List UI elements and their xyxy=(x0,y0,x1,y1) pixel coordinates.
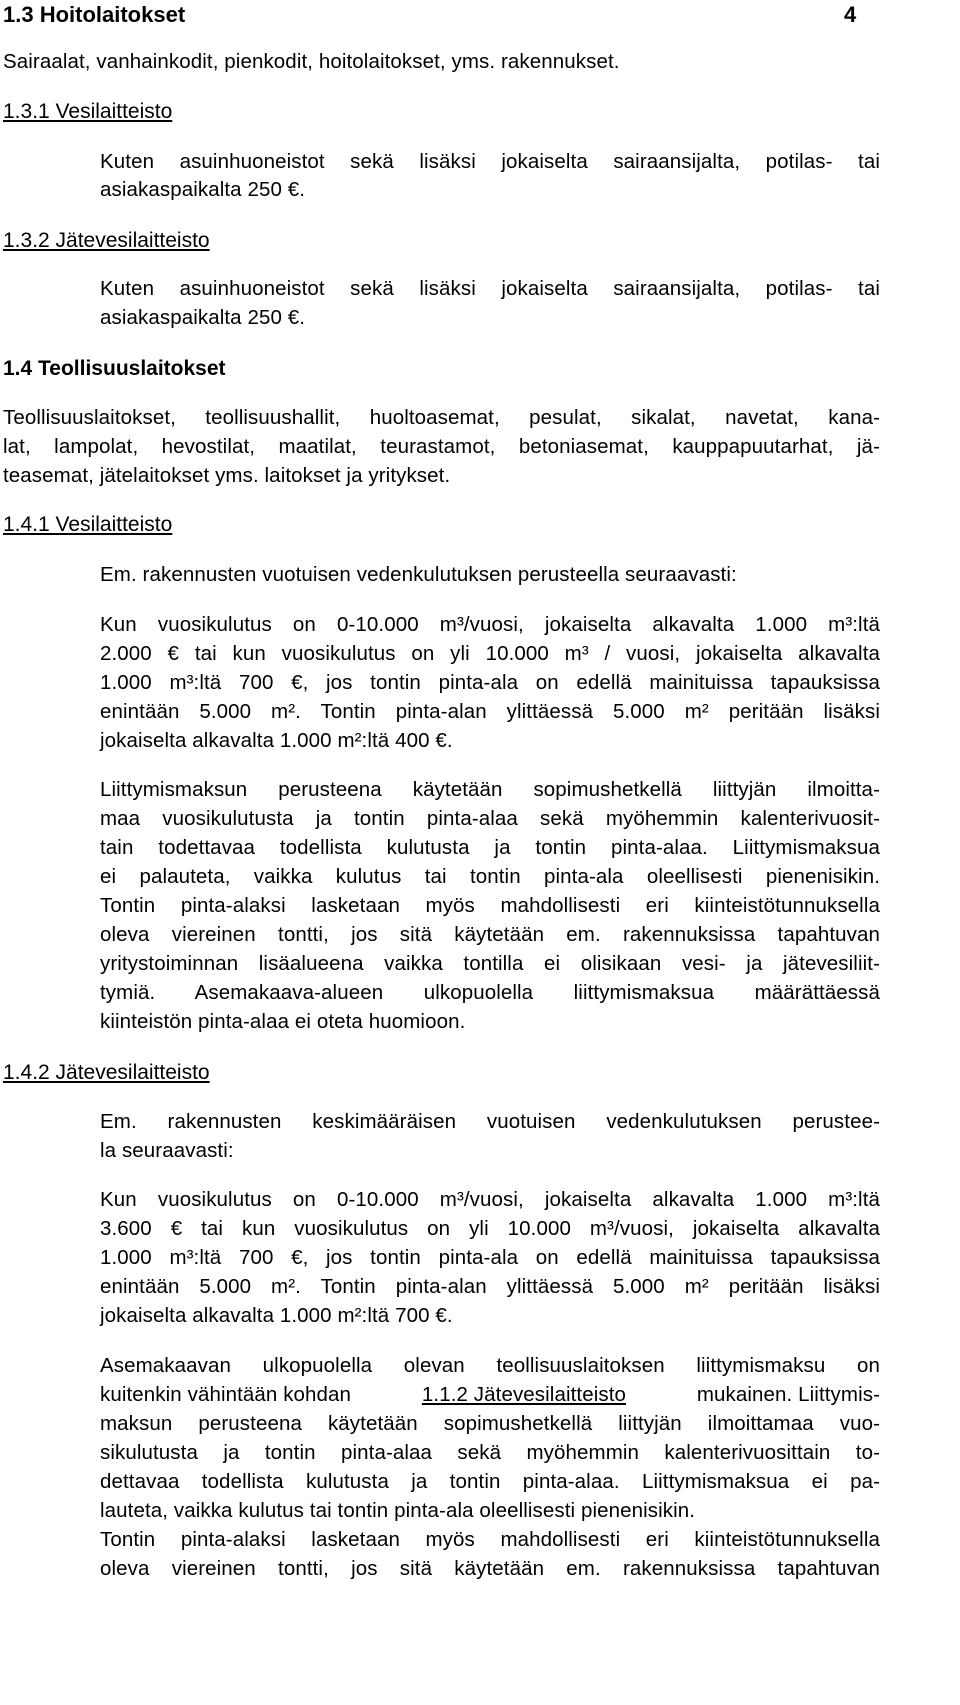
paragraph-line: la seuraavasti: xyxy=(100,1139,234,1162)
paragraph-line: dettavaa todellista kulutusta ja tontin pinta-alaa. Liittymismaksua ei pa- xyxy=(100,1470,880,1493)
paragraph-line: Kun vuosikulutus on 0-10.000 m³/vuosi, jokaiselta alkavalta 1.000 m³:ltä xyxy=(100,1188,880,1211)
section-1-3-title: 1.3 Hoitolaitokset xyxy=(3,2,186,27)
paragraph-line: Tontin pinta-alaksi lasketaan myös mahdollisesti eri kiinteistötunnuksella xyxy=(100,1528,880,1551)
paragraph-line-with-link xyxy=(100,1383,880,1407)
paragraph-line: jokaiselta alkavalta 1.000 m²:ltä 700 €. xyxy=(100,1304,453,1327)
paragraph-line: 3.600 € tai kun vuosikulutus on yli 10.000 m³/vuosi, jokaiselta alkavalta xyxy=(100,1217,880,1240)
paragraph-line: oleva viereinen tontti, jos sitä käytetään em. rakennuksissa tapahtuvan xyxy=(100,923,880,946)
paragraph-line: 1.000 m³:ltä 700 €, jos tontin pinta-ala on edellä mainituissa tapauksissa xyxy=(100,1246,880,1269)
paragraph-line: enintään 5.000 m². Tontin pinta-alan ylittäessä 5.000 m² peritään lisäksi xyxy=(100,1275,880,1298)
paragraph-line: Teollisuuslaitokset, teollisuushallit, huoltoasemat, pesulat, sikalat, navetat, kana- xyxy=(3,406,880,429)
paragraph-line: ei palauteta, vaikka kulutus tai tontin pinta-ala oleellisesti pienenisikin. xyxy=(100,865,880,888)
paragraph-line: Tontin pinta-alaksi lasketaan myös mahdollisesti eri kiinteistötunnuksella xyxy=(100,894,880,917)
section-reference-link[interactable]: 1.1.2 Jätevesilaitteisto xyxy=(421,1383,627,1406)
paragraph-line: oleva viereinen tontti, jos sitä käytetään em. rakennuksissa tapahtuvan xyxy=(100,1557,880,1580)
section-1-3-2-title: 1.3.2 Jätevesilaitteisto xyxy=(3,229,210,252)
paragraph-text: kuitenkin vähintään kohdan xyxy=(100,1383,357,1406)
section-1-3-1-title: 1.3.1 Vesilaitteisto xyxy=(3,100,173,123)
section-1-3-intro: Sairaalat, vanhainkodit, pienkodit, hoitolaitokset, yms. rakennukset. xyxy=(3,50,620,73)
paragraph-line: tain todettavaa todellista kulutusta ja tontin pinta-alaa. Liittymismaksua xyxy=(100,836,880,859)
paragraph-line: Em. rakennusten keskimääräisen vuotuisen vedenkulutuksen perustee- xyxy=(100,1110,880,1133)
page-number: 4 xyxy=(844,2,857,27)
paragraph-line: Kuten asuinhuoneistot sekä lisäksi jokaiselta sairaansijalta, potilas- tai xyxy=(100,277,880,300)
paragraph-line: maa vuosikulutusta ja tontin pinta-alaa sekä myöhemmin kalenterivuosit- xyxy=(100,807,880,830)
paragraph-line: Liittymismaksun perusteena käytetään sopimushetkellä liittyjän ilmoitta- xyxy=(100,778,880,801)
paragraph-line: maksun perusteena käytetään sopimushetkellä liittyjän ilmoittamaa vuo- xyxy=(100,1412,880,1435)
paragraph-line: Asemakaavan ulkopuolella olevan teollisuuslaitoksen liittymismaksu on xyxy=(100,1354,880,1377)
paragraph-text: mukainen. Liittymis- xyxy=(691,1383,880,1406)
section-1-4-2-title: 1.4.2 Jätevesilaitteisto xyxy=(3,1061,210,1084)
paragraph-line: Kun vuosikulutus on 0-10.000 m³/vuosi, jokaiselta alkavalta 1.000 m³:ltä xyxy=(100,613,880,636)
paragraph-line: tymiä. Asemakaava-alueen ulkopuolella liittymismaksua määrättäessä xyxy=(100,981,880,1004)
paragraph-line: Em. rakennusten vuotuisen vedenkulutuksen perusteella seuraavasti: xyxy=(100,563,737,586)
paragraph-line: 2.000 € tai kun vuosikulutus on yli 10.000 m³ / vuosi, jokaiselta alkavalta xyxy=(100,642,880,665)
paragraph-line: jokaiselta alkavalta 1.000 m²:ltä 400 €. xyxy=(100,729,453,752)
section-1-4-title: 1.4 Teollisuuslaitokset xyxy=(3,357,226,380)
paragraph-line: sikulutusta ja tontin pinta-alaa sekä myöhemmin kalenterivuosittain to- xyxy=(100,1441,880,1464)
paragraph-line: asiakaspaikalta 250 €. xyxy=(100,306,306,329)
paragraph-line: yritystoiminnan lisäalueena vaikka tontilla ei olisikaan vesi- ja jätevesiliit- xyxy=(100,952,880,975)
paragraph-line: lat, lampolat, hevostilat, maatilat, teurastamot, betoniasemat, kauppapuutarhat, jä- xyxy=(3,435,880,458)
section-1-4-1-title: 1.4.1 Vesilaitteisto xyxy=(3,513,173,536)
paragraph-line: 1.000 m³:ltä 700 €, jos tontin pinta-ala on edellä mainituissa tapauksissa xyxy=(100,671,880,694)
paragraph-line: enintään 5.000 m². Tontin pinta-alan ylittäessä 5.000 m² peritään lisäksi xyxy=(100,700,880,723)
paragraph-line: asiakaspaikalta 250 €. xyxy=(100,178,306,201)
paragraph-line: Kuten asuinhuoneistot sekä lisäksi jokaiselta sairaansijalta, potilas- tai xyxy=(100,150,880,173)
paragraph-line: kiinteistön pinta-alaa ei oteta huomioon. xyxy=(100,1010,466,1033)
paragraph-line: teasemat, jätelaitokset yms. laitokset ja yritykset. xyxy=(3,464,451,487)
paragraph-line: lauteta, vaikka kulutus tai tontin pinta-ala oleellisesti pienenisikin. xyxy=(100,1499,696,1522)
